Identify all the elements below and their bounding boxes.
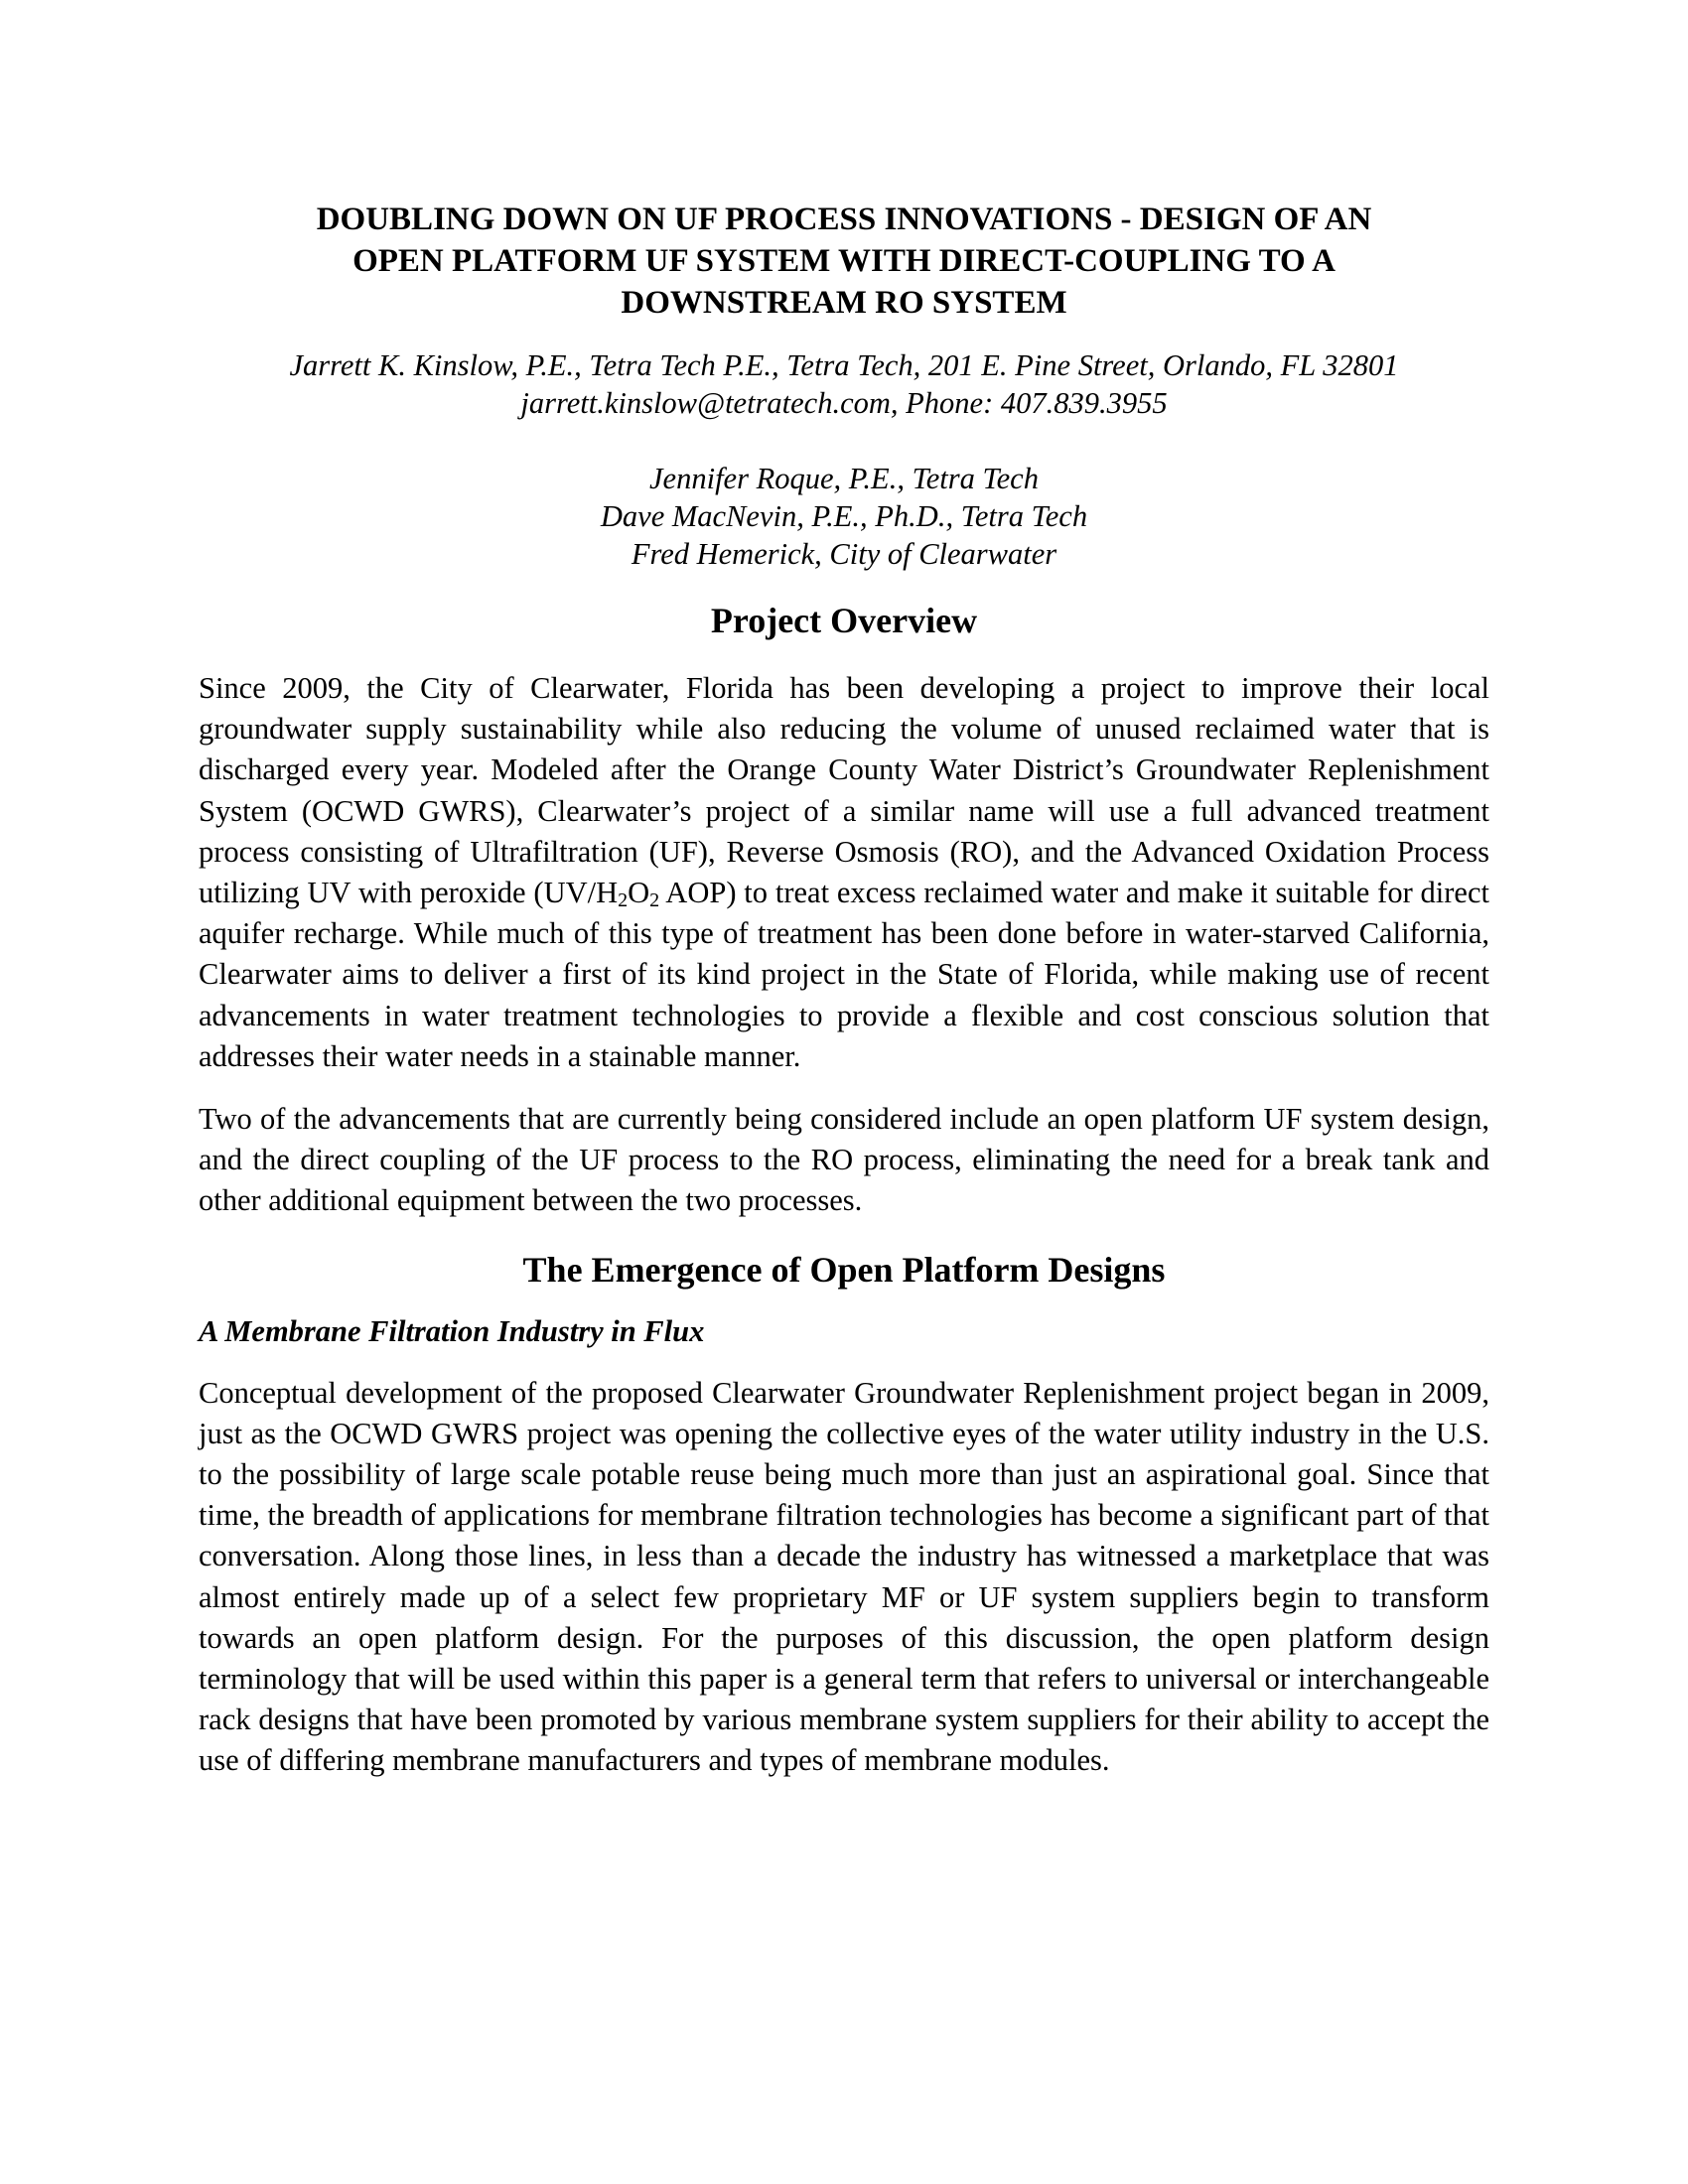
subscript: 2: [618, 889, 629, 912]
primary-author-block: [199, 346, 1489, 422]
primary-author-contact: jarrett.kinslow@tetratech.com, Phone: 407.839.3955: [520, 386, 1168, 420]
section-heading: Project Overview: [710, 601, 978, 640]
paragraph-text: AOP) to treat excess reclaimed water and make it suitable for direct aquifer recharge. While much of this type of treatment has been done before in water-starved California, Clearwater aims to deliver a first of its kind project in the State of Florida, while making use of recent advancements in water treatment technologies to provide a flexible and cost conscious solution that addresses their water needs in a stainable manner.: [199, 876, 1489, 1073]
body-paragraph: [199, 668, 1489, 1077]
body-paragraph: Two of the advancements that are currently being considered include an open platform UF system design, and the direct coupling of the UF process to the RO process, eliminating the need for a break tank and other additional equipment between the two processes.: [199, 1102, 1489, 1218]
coauthor: Dave MacNevin, P.E., Ph.D., Tetra Tech: [600, 499, 1088, 533]
primary-author-affiliation: Jarrett K. Kinslow, P.E., Tetra Tech P.E., Tetra Tech, 201 E. Pine Street, Orlando, FL 32801: [289, 348, 1399, 382]
title-line: OPEN PLATFORM UF SYSTEM WITH DIRECT-COUPLING TO A: [352, 243, 1336, 279]
section-heading: The Emergence of Open Platform Designs: [522, 1249, 1166, 1290]
coauthor-block: [199, 460, 1489, 573]
document-page: [199, 199, 1489, 1782]
formula-part: O: [628, 876, 650, 910]
subsection-heading: A Membrane Filtration Industry in Flux: [199, 1313, 705, 1348]
paragraph-text: Since 2009, the City of Clearwater, Florida has been developing a project to improve their local groundwater supply sustainability while also reducing the volume of unused reclaimed water that is discharged every year. Modeled after the Orange County Water District’s Groundwater Replenishment System (OCWD GWRS), Clearwater’s project of a similar name will use a full advanced treatment process consisting of Ultrafiltration (UF), Reverse Osmosis (RO), and the Advanced Oxidation Process utilizing UV with peroxide (UV/H: [199, 671, 1489, 910]
coauthor: Jennifer Roque, P.E., Tetra Tech: [649, 462, 1039, 495]
title-line: DOUBLING DOWN ON UF PROCESS INNOVATIONS - DESIGN OF AN: [316, 202, 1372, 237]
body-paragraph: Conceptual development of the proposed Clearwater Groundwater Replenishment project began in 2009, just as the OCWD GWRS project was opening the collective eyes of the water utility industry in the U.S. to the possibility of large scale potable reuse being much more than just an aspirational goal. Since that time, the breadth of applications for membrane filtration technologies has become a significant part of that conversation. Along those lines, in less than a decade the industry has witnessed a marketplace that was almost entirely made up of a select few proprietary MF or UF system suppliers begin to transform towards an open platform design. For the purposes of this discussion, the open platform design terminology that will be used within this paper is a general term that refers to universal or interchangeable rack designs that have been promoted by various membrane system suppliers for their ability to accept the use of differing membrane manufacturers and types of membrane modules.: [199, 1375, 1489, 1778]
paper-title: [189, 199, 1499, 324]
title-line: DOWNSTREAM RO SYSTEM: [621, 285, 1067, 321]
section-project-overview: [199, 599, 1489, 1222]
coauthor: Fred Hemerick, City of Clearwater: [631, 537, 1057, 571]
section-open-platform-designs: [199, 1248, 1489, 1782]
subscript: 2: [649, 889, 660, 912]
